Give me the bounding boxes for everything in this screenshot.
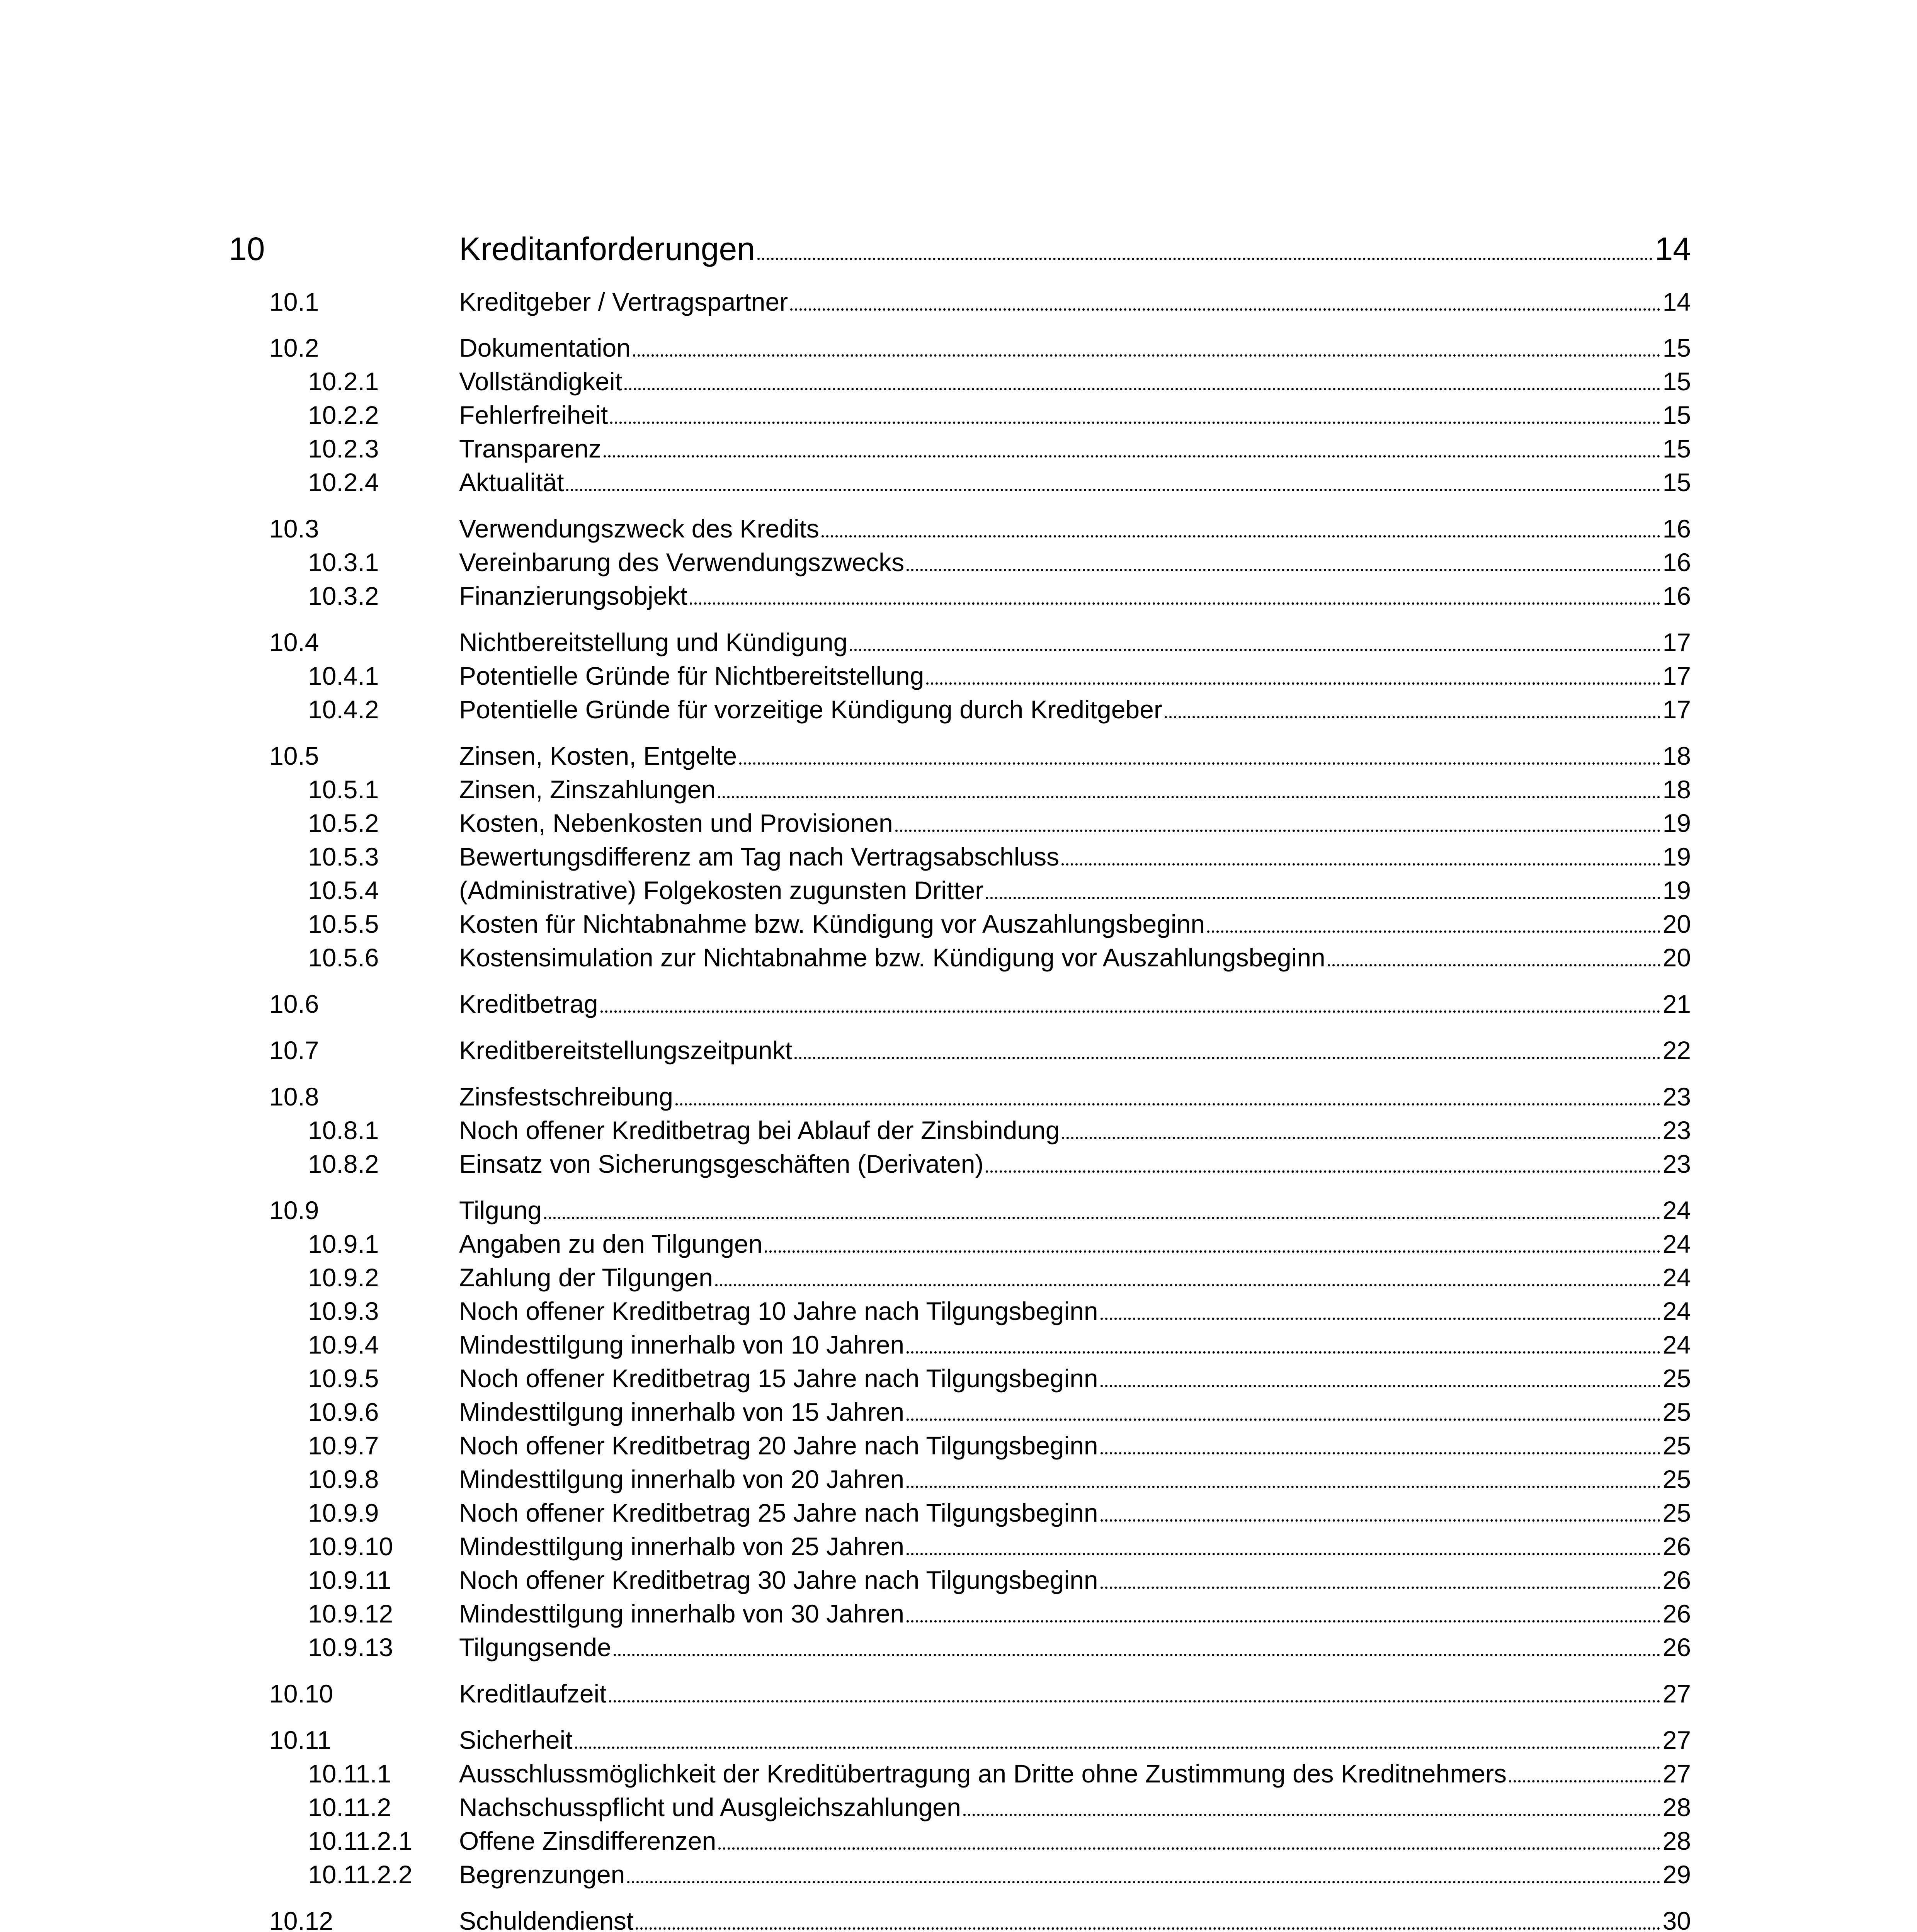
toc-entry-title: Tilgung: [459, 1196, 542, 1225]
toc-entry-page: 23: [1662, 1082, 1691, 1111]
toc-entry-label: [459, 1634, 1691, 1660]
toc-entry-title: Noch offener Kreditbetrag bei Ablauf der Zinsbindung: [459, 1116, 1060, 1145]
toc-entry-title: Kosten für Nichtabnahme bzw. Kündigung vor Auszahlungsbeginn: [459, 910, 1205, 938]
toc-entry[interactable]: [0, 1672, 1917, 1707]
toc-entry-page: 28: [1662, 1827, 1691, 1855]
toc-entry-title: Zinsen, Kosten, Entgelte: [459, 742, 737, 770]
toc-entry-label: [459, 516, 1691, 541]
toc-entry-page: 25: [1662, 1398, 1691, 1426]
toc-entry-page: 19: [1662, 842, 1691, 871]
toc-entry[interactable]: [0, 688, 1917, 723]
toc-entry[interactable]: [0, 1290, 1917, 1325]
toc-entry-title: Verwendungszweck des Kredits: [459, 514, 819, 543]
toc-entry[interactable]: [0, 1820, 1917, 1854]
toc-entry[interactable]: [0, 983, 1917, 1017]
dot-leader: [907, 569, 1660, 571]
toc-entry[interactable]: [0, 1853, 1917, 1888]
toc-entry-title: Mindesttilgung innerhalb von 10 Jahren: [459, 1330, 905, 1359]
toc-entry-title: Zahlung der Tilgungen: [459, 1263, 713, 1292]
toc-entry[interactable]: [0, 802, 1917, 837]
toc-entry-label: [459, 1681, 1691, 1706]
toc-entry-title: Nichtbereitstellung und Kündigung: [459, 628, 848, 656]
toc-entry-label: [459, 1037, 1691, 1063]
toc-entry-page: 27: [1662, 1726, 1691, 1754]
dot-leader: [675, 1103, 1660, 1105]
dot-leader: [544, 1217, 1660, 1219]
toc-entry-page: 21: [1662, 990, 1691, 1018]
toc-entry[interactable]: [0, 1075, 1917, 1110]
toc-entry-number: 10.9.13: [308, 1633, 393, 1662]
toc-entry-label: [459, 697, 1691, 722]
dot-leader: [624, 388, 1660, 390]
dot-leader: [614, 1654, 1660, 1656]
toc-entry-label: [459, 1908, 1691, 1932]
dot-leader: [765, 1250, 1660, 1253]
toc-entry-number: 10.3.1: [308, 548, 379, 577]
toc-entry-label: [459, 1727, 1691, 1753]
dot-leader: [715, 1284, 1660, 1286]
toc-entry[interactable]: [0, 507, 1917, 542]
toc-entry-title: Zinsfestschreibung: [459, 1082, 673, 1111]
toc-entry-number: 10.9: [269, 1196, 319, 1225]
toc-entry-label: [459, 1298, 1691, 1324]
toc-entry-title: Mindesttilgung innerhalb von 15 Jahren: [459, 1398, 905, 1426]
toc-entry-number: 10.7: [269, 1036, 319, 1065]
toc-entry-page: 24: [1662, 1196, 1691, 1225]
toc-entry-number: 10.11.2.1: [308, 1827, 413, 1855]
dot-leader: [850, 649, 1660, 651]
dot-leader: [907, 1553, 1660, 1555]
toc-entry[interactable]: [0, 1357, 1917, 1392]
toc-entry[interactable]: [0, 427, 1917, 462]
toc-entry-label: [459, 1151, 1691, 1177]
toc-entry-page: 16: [1662, 582, 1691, 610]
dot-leader: [986, 1170, 1660, 1173]
toc-entry[interactable]: [0, 1525, 1917, 1560]
toc-entry-number: 10.5.6: [308, 943, 379, 972]
toc-entry-page: 24: [1662, 1330, 1691, 1359]
dot-leader: [627, 1881, 1660, 1883]
toc-entry-label: [459, 1433, 1691, 1458]
toc-entry[interactable]: [0, 936, 1917, 971]
toc-entry-page: 17: [1662, 662, 1691, 690]
dot-leader: [907, 1418, 1660, 1421]
toc-entry[interactable]: [0, 1492, 1917, 1526]
toc-entry-page: 14: [1662, 287, 1691, 316]
toc-entry-number: 10.9.10: [308, 1532, 393, 1561]
toc-entry-label: [459, 911, 1691, 937]
toc-entry-title: Einsatz von Sicherungsgeschäften (Derivaten): [459, 1150, 984, 1178]
toc-entry-page: 25: [1662, 1431, 1691, 1460]
toc-entry-page: 19: [1662, 809, 1691, 837]
toc-entry-title: Noch offener Kreditbetrag 10 Jahre nach Tilgungsbeginn: [459, 1297, 1098, 1325]
toc-entry-title: Kreditlaufzeit: [459, 1679, 607, 1708]
toc-entry-page: 18: [1662, 742, 1691, 770]
toc-entry-label: [459, 1794, 1691, 1820]
dot-leader: [600, 1010, 1660, 1013]
toc-entry-number: 10.2.2: [308, 401, 379, 429]
toc-entry-number: 10.8.1: [308, 1116, 379, 1145]
toc-entry-label: [459, 1567, 1691, 1593]
toc-entry-number: 10.11.2: [308, 1793, 391, 1821]
toc-entry-page: 20: [1662, 910, 1691, 938]
toc-entry-title: Bewertungsdifferenz am Tag nach Vertragsabschluss: [459, 842, 1060, 871]
toc-entry-page: 17: [1662, 695, 1691, 724]
dot-leader: [636, 1927, 1660, 1930]
toc-entry-page: 30: [1662, 1906, 1691, 1932]
toc-entry-label: [459, 1332, 1691, 1357]
toc-entry[interactable]: [0, 1223, 1917, 1257]
toc-entry-page: 27: [1662, 1759, 1691, 1788]
toc-entry-page: 14: [1655, 231, 1691, 267]
dot-leader: [963, 1814, 1660, 1816]
dot-leader: [907, 1620, 1660, 1622]
dot-leader: [718, 796, 1660, 798]
toc-entry[interactable]: [0, 541, 1917, 576]
toc-entry-number: 10.9.11: [308, 1566, 391, 1594]
dot-leader: [1165, 716, 1660, 718]
toc-entry[interactable]: [0, 1719, 1917, 1753]
toc-entry-title: Finanzierungsobjekt: [459, 582, 687, 610]
toc-entry-label: [459, 991, 1691, 1017]
toc-entry[interactable]: [0, 1559, 1917, 1594]
toc-entry-label: [459, 663, 1691, 689]
toc-entry-title: Fehlerfreiheit: [459, 401, 608, 429]
toc-entry[interactable]: [0, 835, 1917, 870]
toc-entry-number: 10.9.2: [308, 1263, 379, 1292]
toc-entry-page: 22: [1662, 1036, 1691, 1065]
toc-entry-label: [459, 402, 1691, 428]
toc-entry-number: 10.4.2: [308, 695, 379, 724]
toc-entry-number: 10.9.1: [308, 1230, 379, 1258]
toc-entry[interactable]: [0, 1458, 1917, 1493]
dot-leader: [718, 1847, 1660, 1850]
toc-entry-number: 10.3.2: [308, 582, 379, 610]
toc-entry-number: 10.10: [269, 1679, 333, 1708]
toc-entry-title: Schuldendienst: [459, 1906, 634, 1932]
dot-leader: [609, 1700, 1660, 1702]
toc-entry-page: 24: [1662, 1297, 1691, 1325]
toc-entry-number: 10.5: [269, 742, 319, 770]
toc-entry-number: 10: [229, 231, 265, 267]
toc-entry[interactable]: [0, 621, 1917, 656]
toc-entry-title: Kosten, Nebenkosten und Provisionen: [459, 809, 893, 837]
toc-entry-number: 10.9.3: [308, 1297, 379, 1325]
dot-leader: [757, 258, 1653, 260]
toc-entry[interactable]: [0, 1424, 1917, 1459]
toc-entry[interactable]: [0, 228, 1917, 267]
toc-entry-number: 10.4.1: [308, 662, 379, 690]
toc-entry-title: Dokumentation: [459, 333, 631, 362]
dot-leader: [1101, 1318, 1660, 1320]
toc-entry-label: [459, 1466, 1691, 1492]
toc-entry-page: 18: [1662, 775, 1691, 804]
toc-entry-label: [459, 1761, 1691, 1786]
toc-entry-page: 25: [1662, 1498, 1691, 1527]
toc-entry-label: [459, 335, 1691, 361]
toc-entry-page: 27: [1662, 1679, 1691, 1708]
toc-entry-title: Nachschusspflicht und Ausgleichszahlungen: [459, 1793, 961, 1821]
toc-entry-number: 10.11.1: [308, 1759, 391, 1788]
dot-leader: [1101, 1519, 1660, 1522]
dot-leader: [986, 897, 1660, 899]
toc-entry-label: [459, 583, 1691, 609]
toc-entry-number: 10.8: [269, 1082, 319, 1111]
toc-entry[interactable]: [0, 360, 1917, 395]
toc-entry-number: 10.5.2: [308, 809, 379, 837]
toc-entry-number: 10.2.4: [308, 468, 379, 497]
toc-entry-number: 10.5.1: [308, 775, 379, 804]
toc-entry-label: [459, 743, 1691, 769]
toc-entry-title: Offene Zinsdifferenzen: [459, 1827, 716, 1855]
toc-entry-title: Mindesttilgung innerhalb von 20 Jahren: [459, 1465, 905, 1493]
toc-entry-number: 10.11.2.2: [308, 1860, 413, 1889]
toc-entry-label: [459, 469, 1691, 495]
dot-leader: [1101, 1587, 1660, 1589]
toc-entry-number: 10.2.1: [308, 367, 379, 396]
dot-leader: [926, 682, 1660, 685]
toc-entry-page: 26: [1662, 1599, 1691, 1628]
toc-entry[interactable]: [0, 1256, 1917, 1291]
toc-entry[interactable]: [0, 461, 1917, 496]
toc-entry-title: Angaben zu den Tilgungen: [459, 1230, 763, 1258]
toc-entry[interactable]: [0, 327, 1917, 361]
toc-entry-title: Vollständigkeit: [459, 367, 622, 396]
toc-entry[interactable]: [0, 1592, 1917, 1627]
toc-entry[interactable]: [0, 1323, 1917, 1358]
dot-leader: [690, 602, 1660, 605]
dot-leader: [566, 489, 1660, 491]
toc-entry-page: 26: [1662, 1532, 1691, 1561]
toc-entry[interactable]: [0, 1029, 1917, 1064]
toc-entry-title: Aktualität: [459, 468, 564, 497]
dot-leader: [604, 455, 1660, 457]
dot-leader: [1061, 863, 1660, 866]
toc-entry-label: [459, 878, 1691, 903]
toc-entry-number: 10.5.5: [308, 910, 379, 938]
toc-entry-label: [459, 1828, 1691, 1854]
toc-entry-page: 25: [1662, 1465, 1691, 1493]
toc-entry-title: Kreditbetrag: [459, 990, 598, 1018]
toc-entry-number: 10.6: [269, 990, 319, 1018]
dot-leader: [907, 1486, 1660, 1488]
dot-leader: [1101, 1385, 1660, 1387]
toc-entry-number: 10.9.12: [308, 1599, 393, 1628]
toc-entry-page: 29: [1662, 1860, 1691, 1889]
toc-entry-number: 10.9.6: [308, 1398, 379, 1426]
toc-entry-number: 10.1: [269, 287, 319, 316]
toc-entry[interactable]: [0, 1391, 1917, 1425]
toc-entry[interactable]: [0, 655, 1917, 689]
toc-entry-number: 10.2.3: [308, 434, 379, 463]
toc-entry-page: 26: [1662, 1566, 1691, 1594]
toc-entry-label: [459, 629, 1691, 655]
toc-entry-title: Kreditgeber / Vertragspartner: [459, 287, 788, 316]
toc-entry-page: 20: [1662, 943, 1691, 972]
toc-entry[interactable]: [0, 1786, 1917, 1821]
toc-entry-label: [459, 1500, 1691, 1526]
toc-entry[interactable]: [0, 903, 1917, 937]
toc-entry[interactable]: [0, 735, 1917, 769]
toc-entry[interactable]: [0, 575, 1917, 609]
toc-entry-title: Zinsen, Zinszahlungen: [459, 775, 716, 804]
toc-entry-label: [459, 1601, 1691, 1626]
toc-entry[interactable]: [0, 869, 1917, 904]
toc-entry[interactable]: [0, 1900, 1917, 1932]
toc-entry-title: Begrenzungen: [459, 1860, 625, 1889]
toc-entry-label: [459, 844, 1691, 869]
dot-leader: [575, 1747, 1660, 1749]
toc-entry-number: 10.3: [269, 514, 319, 543]
toc-entry[interactable]: [0, 281, 1917, 315]
dot-leader: [739, 762, 1660, 765]
dot-leader: [1062, 1137, 1660, 1139]
toc-entry[interactable]: [0, 1109, 1917, 1144]
dot-leader: [1207, 930, 1660, 933]
toc-entry-page: 24: [1662, 1263, 1691, 1292]
toc-entry-label: [459, 1084, 1691, 1109]
toc-entry-label: [459, 1197, 1691, 1223]
toc-entry-label: [459, 1399, 1691, 1425]
toc-entry-label: [459, 945, 1691, 970]
dot-leader: [790, 308, 1660, 311]
toc-entry-title: Tilgungsende: [459, 1633, 611, 1662]
toc-entry-number: 10.4: [269, 628, 319, 656]
dot-leader: [822, 535, 1660, 537]
toc-entry-page: 16: [1662, 514, 1691, 543]
toc-entry-title: Vereinbarung des Verwendungszwecks: [459, 548, 905, 577]
toc-entry-title: Mindesttilgung innerhalb von 25 Jahren: [459, 1532, 905, 1561]
toc-entry-page: 15: [1662, 434, 1691, 463]
toc-entry-label: [459, 1534, 1691, 1559]
toc-entry-page: 17: [1662, 628, 1691, 656]
toc-entry-number: 10.11: [269, 1726, 332, 1754]
toc-entry-title: Noch offener Kreditbetrag 30 Jahre nach Tilgungsbeginn: [459, 1566, 1098, 1594]
toc-entry-page: 24: [1662, 1230, 1691, 1258]
toc-entry-number: 10.2: [269, 333, 319, 362]
toc-entry-label: [459, 1117, 1691, 1143]
toc-entry-label: [459, 289, 1691, 315]
toc-entry-page: 15: [1662, 468, 1691, 497]
toc-entry-title: Kreditanforderungen: [459, 231, 755, 267]
toc-entry-number: 10.9.9: [308, 1498, 379, 1527]
toc-entry-title: Mindesttilgung innerhalb von 30 Jahren: [459, 1599, 905, 1628]
dot-leader: [1328, 964, 1660, 966]
toc-entry-page: 25: [1662, 1364, 1691, 1393]
toc-entry-number: 10.8.2: [308, 1150, 379, 1178]
toc-entry-page: 19: [1662, 876, 1691, 905]
toc-entry-number: 10.9.5: [308, 1364, 379, 1393]
toc-entry-page: 15: [1662, 367, 1691, 396]
toc-entry-title: Noch offener Kreditbetrag 15 Jahre nach Tilgungsbeginn: [459, 1364, 1098, 1393]
toc-entry-page: 15: [1662, 401, 1691, 429]
toc-entry[interactable]: [0, 1626, 1917, 1661]
toc-entry-label: [459, 233, 1691, 265]
dot-leader: [895, 830, 1660, 832]
toc-entry[interactable]: [0, 768, 1917, 803]
toc-entry-label: [459, 1862, 1691, 1887]
toc-entry-number: 10.5.4: [308, 876, 379, 905]
toc-entry-label: [459, 810, 1691, 836]
dot-leader: [1509, 1780, 1660, 1782]
toc-entry-title: Potentielle Gründe für vorzeitige Kündigung durch Kreditgeber: [459, 695, 1162, 724]
toc-entry-title: (Administrative) Folgekosten zugunsten Dritter: [459, 876, 984, 905]
toc-entry-number: 10.5.3: [308, 842, 379, 871]
toc-entry-page: 28: [1662, 1793, 1691, 1821]
toc-entry-label: [459, 549, 1691, 575]
toc-entry-title: Potentielle Gründe für Nichtbereitstellung: [459, 662, 924, 690]
toc-entry-title: Ausschlussmöglichkeit der Kreditübertragung an Dritte ohne Zustimmung des Kreditnehmers: [459, 1759, 1507, 1788]
toc-entry-title: Noch offener Kreditbetrag 25 Jahre nach Tilgungsbeginn: [459, 1498, 1098, 1527]
toc-entry-title: Kreditbereitstellungszeitpunkt: [459, 1036, 793, 1065]
dot-leader: [610, 422, 1660, 424]
toc-entry[interactable]: [0, 1189, 1917, 1224]
toc-entry-page: 16: [1662, 548, 1691, 577]
toc-entry-page: 15: [1662, 333, 1691, 362]
toc-entry-label: [459, 1265, 1691, 1290]
toc-entry-number: 10.12: [269, 1906, 333, 1932]
toc-entry-page: 23: [1662, 1150, 1691, 1178]
toc-entry-title: Kostensimulation zur Nichtabnahme bzw. Kündigung vor Auszahlungsbeginn: [459, 943, 1325, 972]
toc-entry-label: [459, 1366, 1691, 1391]
toc-entry-number: 10.9.4: [308, 1330, 379, 1359]
toc-entry[interactable]: [0, 1752, 1917, 1787]
toc-entry-label: [459, 436, 1691, 461]
dot-leader: [907, 1351, 1660, 1354]
toc-entry-label: [459, 369, 1691, 394]
toc-entry-number: 10.9.8: [308, 1465, 379, 1493]
toc-entry-page: 23: [1662, 1116, 1691, 1145]
toc-entry-title: Noch offener Kreditbetrag 20 Jahre nach Tilgungsbeginn: [459, 1431, 1098, 1460]
dot-leader: [794, 1057, 1660, 1059]
dot-leader: [633, 354, 1660, 357]
toc-entry[interactable]: [0, 394, 1917, 429]
dot-leader: [1101, 1452, 1660, 1454]
toc-entry-page: 26: [1662, 1633, 1691, 1662]
toc-entry[interactable]: [0, 1143, 1917, 1177]
toc-entry-title: Transparenz: [459, 434, 602, 463]
toc-entry-label: [459, 777, 1691, 802]
toc-entry-number: 10.9.7: [308, 1431, 379, 1460]
toc-entry-title: Sicherheit: [459, 1726, 573, 1754]
toc-entry-label: [459, 1231, 1691, 1257]
